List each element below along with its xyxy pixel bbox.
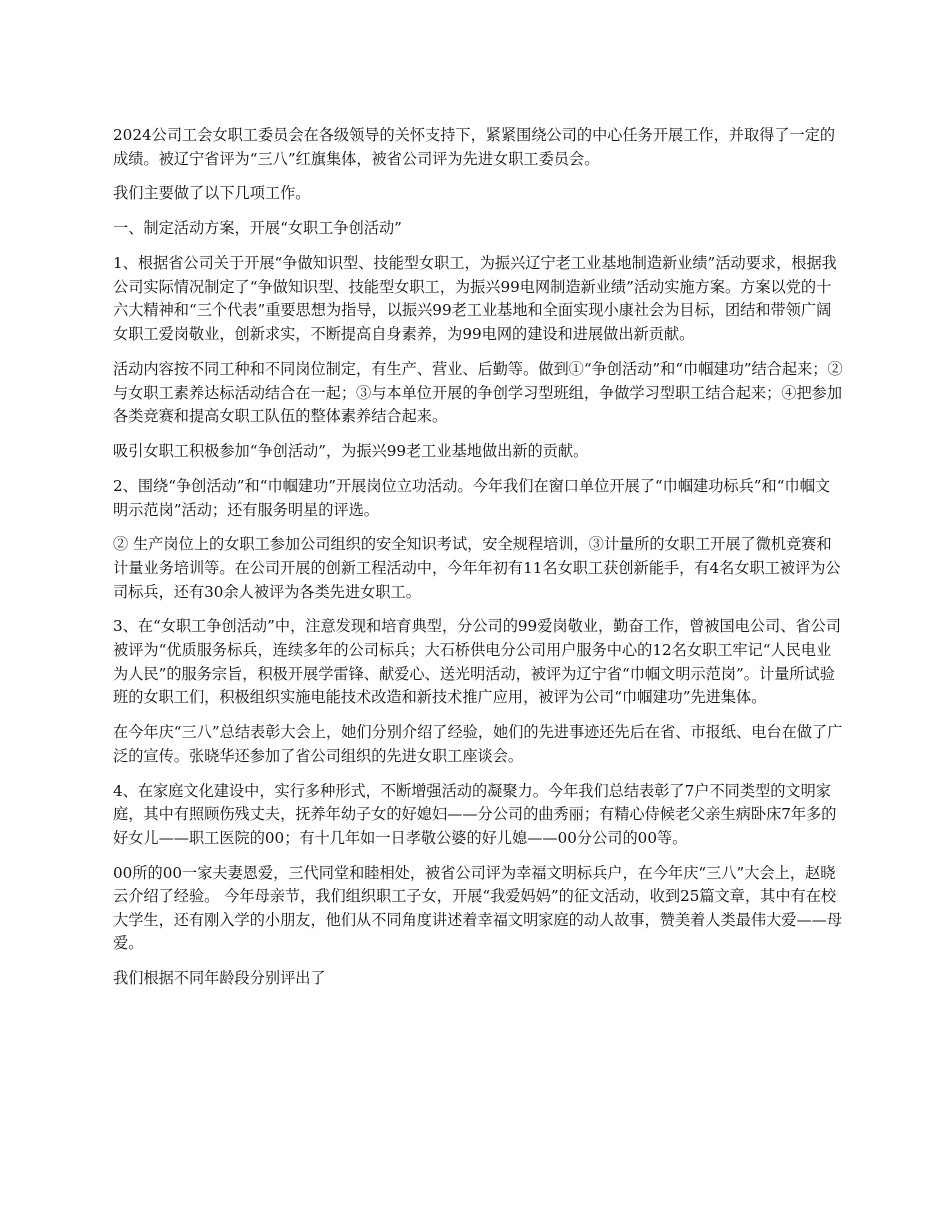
paragraph-item-4: 4、在家庭文化建设中，实行多种形式，不断增强活动的凝聚力。今年我们总结表彰了7户不同类型的文明家庭，其中有照顾伤残丈夫，抚养年幼子女的好媳妇——分公司的曲秀丽；有精心侍候老父亲生病卧床7年多的好女儿——职工医院的00；有十几年如一日孝敬公婆的好儿媳——00分公司的00等。: [113, 781, 837, 847]
section-heading-1: 一、制定活动方案，开展“女职工争创活动”: [113, 219, 402, 238]
paragraph-overview: 我们主要做了以下几项工作。: [113, 184, 311, 203]
paragraph-intro: 2024公司工会女职工委员会在各级领导的关怀支持下，紧紧围绕公司的中心任务开展工作，并取得了一定的成绩。被辽宁省评为“三八”红旗集体，被省公司评为先进女职工委员会。: [113, 126, 836, 168]
paragraph-attract: 吸引女职工积极参加“争创活动”，为振兴99老工业基地做出新的贡献。: [113, 442, 589, 461]
paragraph-model-family: 00所的00一家夫妻恩爱，三代同堂和睦相处，被省公司评为幸福文明标兵户，在今年庆“三八”大会上，赵晓云介绍了经验。 今年母亲节，我们组织职工子女，开展“我爱妈妈”的征文活动，收到25篇文章，其中有在校大学生，还有刚入学的小朋友，他们从不同角度讲述着幸福文明家庭的动人故事，赞美着人类最伟大爱——母爱。: [113, 863, 842, 953]
paragraph-item-3: 3、在“女职工争创活动”中，注意发现和培育典型，分公司的99爱岗敬业，勤奋工作，曾被国电公司、省公司被评为“优质服务标兵，连续多年的公司标兵；大石桥供电分公司用户服务中心的12名女职工牢记“人民电业为人民”的服务宗旨，积极开展学雷锋、献爱心、送光明活动，被评为辽宁省“巾帼文明示范岗”。计量所试验班的女职工们，积极组织实施电能技术改造和新技术推广应用，被评为公司“巾帼建功”先进集体。: [113, 617, 841, 707]
paragraph-item-2: 2、围绕“争创活动”和“巾帼建功”开展岗位立功活动。今年我们在窗口单位开展了“巾帼建功标兵”和“巾帼文明示范岗”活动；还有服务明星的评选。: [113, 476, 831, 519]
paragraph-production-posts: ② 生产岗位上的女职工参加公司组织的安全知识考试，安全规程培训，③计量所的女职工开展了微机竞赛和计量业务培训等。在公司开展的创新工程活动中，今年年初有11名女职工获创新能手，有4名女职工被评为公司标兵，还有30余人被评为各类先进女职工。: [113, 535, 841, 601]
paragraph-activity-content: 活动内容按不同工种和不同岗位制定，有生产、营业、后勤等。做到①“争创活动”和“巾帼建功”结合起来；②与女职工素养达标活动结合在一起；③与本单位开展的争创学习型班组，争做学习型职工结合起来；④把参加各类竞赛和提高女职工队伍的整体素养结合起来。: [113, 359, 843, 426]
document-body: [113, 124, 843, 1002]
paragraph-commendation: 在今年庆“三八”总结表彰大会上，她们分别介绍了经验，她们的先进事迹还先后在省、市报纸、电台在做了广泛的宣传。张晓华还参加了省公司组织的先进女职工座谈会。: [113, 723, 843, 765]
paragraph-item-1: 1、根据省公司关于开展“争做知识型、技能型女职工，为振兴辽宁老工业基地制造新业绩”活动要求，根据我公司实际情况制定了“争做知识型、技能型女职工，为振兴99电网制造新业绩”活动实施方案。方案以党的十六大精神和“三个代表”重要思想为指导，以振兴99老工业基地和全面实现小康社会为目标，团结和带领广阔女职工爱岗敬业，创新求实，不断提高自身素养，为99电网的建设和进展做出新贡献。: [113, 254, 837, 344]
paragraph-age-groups: 我们根据不同年龄段分别评出了: [113, 969, 326, 988]
